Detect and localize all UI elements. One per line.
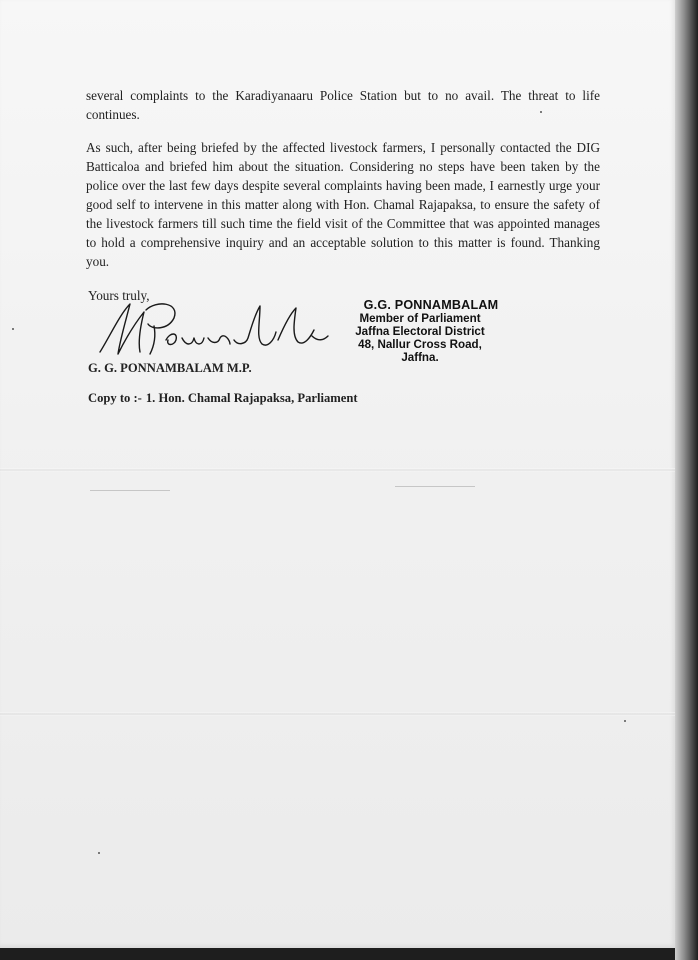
speck	[98, 852, 100, 854]
handwritten-signature	[96, 296, 331, 360]
closing: Yours truly,	[88, 288, 150, 303]
official-stamp	[340, 298, 500, 364]
faint-mark	[90, 490, 170, 491]
speck	[624, 720, 626, 722]
scan-edge	[675, 0, 698, 960]
copy-to-recipient: 1. Hon. Chamal Rajapaksa, Parliament	[145, 391, 358, 405]
faint-mark	[395, 486, 475, 487]
paper-fold	[0, 712, 675, 716]
paragraph-2: As such, after being briefed by the affected livestock farmers, I personally contacted the DIG Batticaloa and briefed him about the situation. Considering no steps have been taken by the police over the last few days despite several complaints having been made, I earnestly urge your good self to intervene in this matter along with Hon. Chamal Rajapaksa, to ensure the safety of the livestock farmers till such time the field visit of the Committee that was appointed manages to hold a comprehensive inquiry and an acceptable solution to this matter is found. Thanking you.	[86, 140, 600, 269]
stamp-city: Jaffna.	[401, 351, 439, 364]
copy-to-label: Copy to :-	[88, 391, 142, 405]
stamp-title: Member of Parliament	[359, 312, 481, 325]
speck	[12, 328, 14, 330]
copy-to	[88, 391, 362, 406]
paragraph-1: several complaints to the Karadiyanaaru Police Station but to no avail. The threat to life continues.	[86, 88, 600, 122]
signatory-name: G. G. PONNAMBALAM M.P.	[88, 361, 252, 375]
paper-fold	[0, 468, 675, 472]
stamp-address: 48, Nallur Cross Road,	[358, 338, 482, 351]
stamp-district: Jaffna Electoral District	[355, 325, 485, 338]
stamp-name: G.G. PONNAMBALAM	[363, 298, 499, 312]
